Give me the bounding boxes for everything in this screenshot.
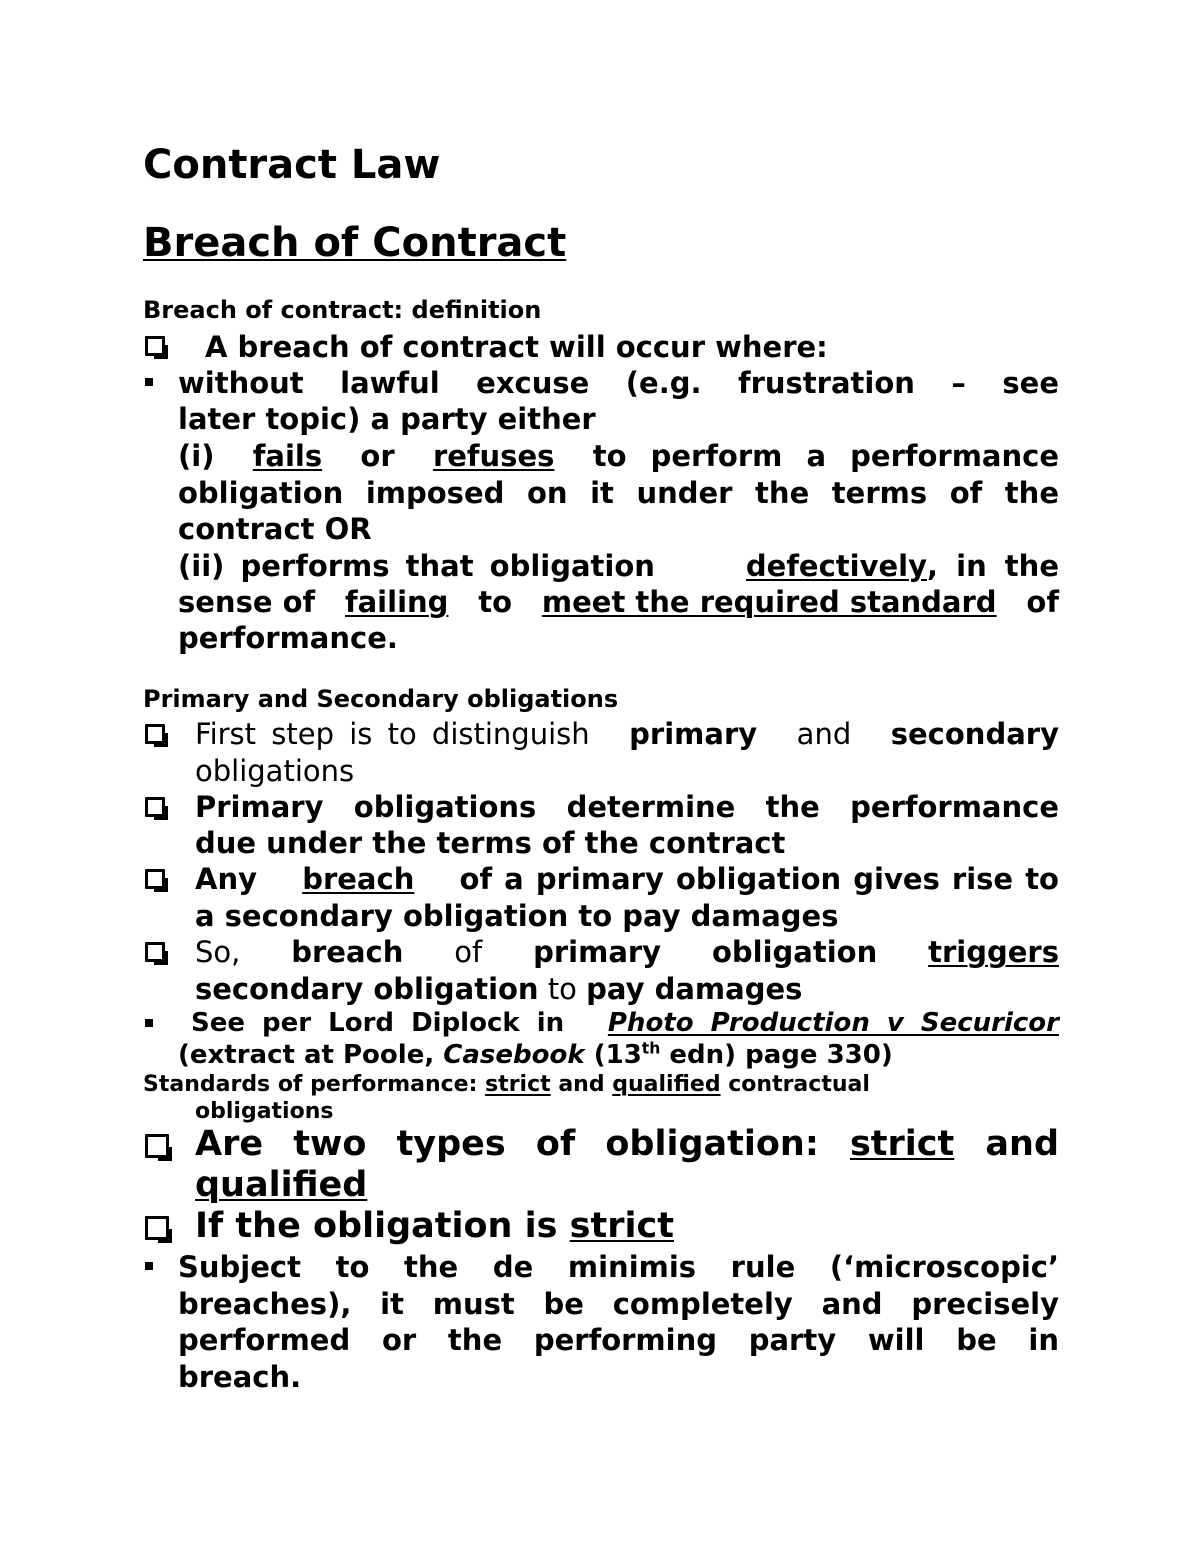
so-breach-line-1 (195, 935, 1059, 969)
qualified-term: qualified (195, 1165, 368, 1205)
any-breach-line-2: a secondary obligation to pay damages (195, 899, 839, 933)
so-word: So, (195, 935, 241, 969)
fails-term: fails (252, 439, 323, 473)
strict-label-term: strict (485, 1072, 551, 1097)
checkbox-bullet-icon (145, 942, 165, 962)
standards-label: Standards of performance: (143, 1072, 478, 1097)
and-word: and (796, 717, 852, 751)
de-minimis-line-4: breach. (178, 1360, 302, 1394)
contractual-word: contractual (728, 1072, 870, 1097)
checkbox-bullet-icon (145, 724, 165, 744)
required-standard-term: meet the required standard (541, 585, 997, 619)
diplock-line-1 (191, 1008, 1059, 1038)
or-word: or (360, 439, 395, 473)
if-strict-line (195, 1206, 674, 1246)
de-minimis-line-1: Subject to the de minimis rule (‘microscopic’ (178, 1250, 1059, 1284)
item-ii-sense-of: sense of (178, 585, 316, 619)
primary-obligations-line-1: Primary obligations determine the performance (195, 790, 1059, 824)
item-ii-text-a: (ii) performs that obligation (178, 549, 655, 583)
if-obligation-text: If the obligation is (195, 1206, 558, 1246)
breach-word: breach (291, 935, 404, 969)
standards-label-line-2: obligations (195, 1099, 334, 1124)
of-word: of (454, 935, 483, 969)
any-breach-rest: of a primary obligation gives rise to (459, 862, 1059, 896)
qualified-label-term: qualified (612, 1072, 721, 1097)
item-i-rest: to perform a performance (592, 439, 1059, 473)
item-ii-line-3: performance. (178, 621, 398, 655)
item-i-line-1 (178, 439, 1059, 473)
first-step-text: First step is to distinguish (195, 717, 590, 751)
checkbox-bullet-icon (145, 336, 165, 356)
extract-text: (extract at Poole, (178, 1040, 435, 1070)
document-title: Contract Law (143, 142, 441, 188)
any-breach-line-1 (195, 862, 1059, 896)
any-word: Any (195, 862, 257, 896)
item-i-prefix: (i) (178, 439, 215, 473)
square-bullet-icon (145, 1262, 153, 1270)
checkbox-bullet-icon (145, 869, 165, 889)
obligation-word: obligation (711, 935, 878, 969)
of-word: of (1026, 585, 1059, 619)
section-label-obligations: Primary and Secondary obligations (143, 685, 619, 713)
secondary-obligation-words: secondary obligation (195, 972, 539, 1006)
to-word: to (547, 972, 577, 1006)
failing-term: failing (345, 585, 449, 619)
triggers-term: triggers (928, 935, 1059, 969)
edition-rest: edn) page 330) (669, 1040, 893, 1070)
square-bullet-icon (145, 1019, 153, 1027)
square-bullet-icon (145, 378, 153, 386)
item-ii-line-1 (178, 549, 1059, 583)
diplock-line-2 (178, 1040, 893, 1070)
and-word: and (985, 1124, 1059, 1164)
definition-sub-line-2: later topic) a party either (178, 402, 596, 436)
primary-obligations-line-2: due under the terms of the contract (195, 826, 786, 860)
case-name: Photo Production v Securicor (607, 1008, 1059, 1038)
standards-label-line-1 (143, 1072, 870, 1097)
checkbox-bullet-icon (145, 1216, 169, 1240)
casebook-title: Casebook (443, 1040, 585, 1070)
two-types-text: Are two types of obligation: (195, 1124, 819, 1164)
refuses-term: refuses (432, 439, 555, 473)
edition-text: (13th (593, 1039, 661, 1070)
item-ii-text-b: , in the (927, 549, 1059, 583)
definition-bullet: A breach of contract will occur where: (205, 330, 828, 364)
de-minimis-line-3: performed or the performing party will be in (178, 1323, 1059, 1357)
section-heading: Breach of Contract (143, 220, 567, 266)
checkbox-bullet-icon (145, 797, 165, 817)
secondary-term: secondary (890, 717, 1059, 751)
de-minimis-line-2: breaches), it must be completely and precisely (178, 1287, 1059, 1321)
definition-sub-line-1: without lawful excuse (e.g. frustration – see (178, 366, 1059, 400)
breach-term: breach (302, 862, 415, 896)
section-label-definition: Breach of contract: definition (143, 296, 542, 324)
item-i-line-3: contract OR (178, 512, 372, 546)
diplock-text: See per Lord Diplock in (191, 1008, 565, 1038)
checkbox-bullet-icon (145, 1134, 169, 1158)
to-word: to (478, 585, 513, 619)
item-ii-line-2 (178, 585, 1059, 619)
defectively-term: defectively (745, 549, 928, 583)
first-step-line-2: obligations (195, 754, 355, 788)
two-types-line-1 (195, 1124, 1059, 1164)
edition-superscript: th (641, 1039, 661, 1058)
pay-damages-words: pay damages (586, 972, 803, 1006)
strict-term-2: strict (569, 1206, 674, 1246)
and-word: and (558, 1072, 605, 1097)
bullet-first-step (195, 717, 1059, 751)
so-breach-line-2 (195, 972, 802, 1006)
primary-word: primary (533, 935, 662, 969)
item-i-line-2: obligation imposed on it under the terms of the (178, 476, 1059, 510)
strict-term: strict (849, 1124, 955, 1164)
primary-term: primary (629, 717, 758, 751)
